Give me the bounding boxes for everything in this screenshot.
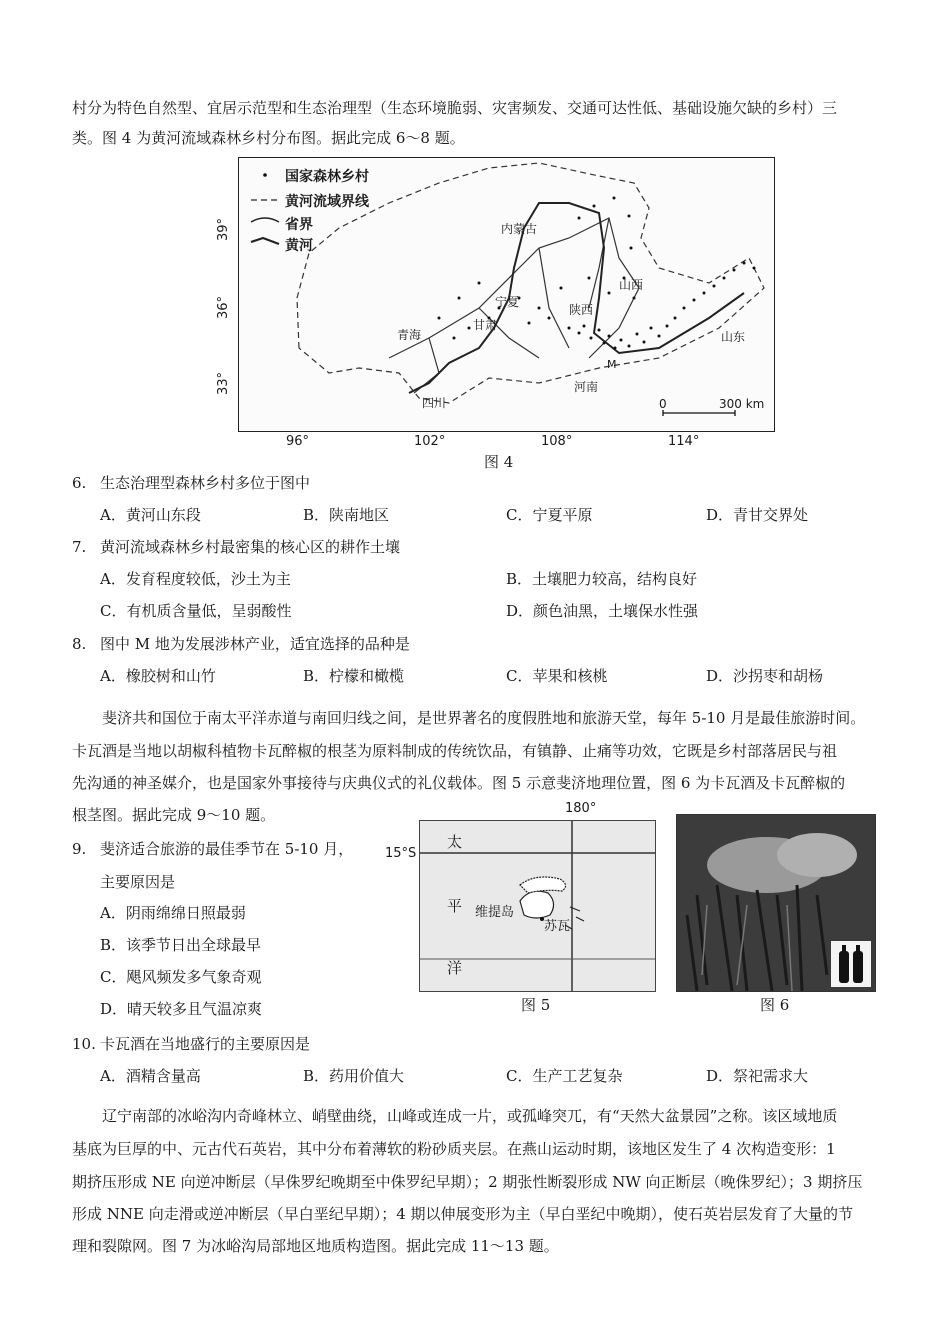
q6-option-a[interactable]: A．黄河山东段 [100, 506, 201, 524]
legend-label-river: 黄河 [285, 238, 313, 254]
legend-dot-icon [263, 173, 267, 177]
figure4-caption: 图 4 [484, 453, 514, 471]
passage3-line-4: 形成 NNE 向走滑或逆冲断层（早白垩纪早期）；4 期以伸展变形为主（早白垩纪中晚期），使石英岩层发育了大量的节 [72, 1205, 854, 1223]
intro-line-1: 村分为特色自然型、宜居示范型和生态治理型（生态环境脆弱、灾害频发、交通可达性低、基础设施欠缺的乡村）三 [72, 99, 838, 117]
q8-option-d[interactable]: D．沙拐枣和胡杨 [706, 667, 824, 685]
q8-option-c[interactable]: C．苹果和核桃 [506, 667, 608, 685]
passage2-line-1: 斐济共和国位于南太平洋赤道与南回归线之间，是世界著名的度假胜地和旅游天堂，每年 5-10 月是最佳旅游时间。 [102, 709, 866, 727]
passage3-line-3: 期挤压形成 NE 向逆冲断层（早侏罗纪晚期至中侏罗纪早期）；2 期张性断裂形成 NW 向正断层（晚侏罗纪）；3 期挤压 [72, 1173, 863, 1191]
q7-number: 7. [72, 538, 87, 556]
passage2-line-4: 根茎图。据此完成 9～10 题。 [72, 806, 276, 824]
suva-label: 苏瓦 [544, 919, 571, 934]
passage3-line-5: 理和裂隙网。图 7 为冰峪沟局部地区地质构造图。据此完成 11～13 题。 [72, 1237, 559, 1255]
q9-option-d[interactable]: D．晴天较多且气温凉爽 [100, 1000, 263, 1018]
q8-number: 8. [72, 635, 87, 653]
q10-option-b[interactable]: B．药用价值大 [303, 1067, 405, 1085]
kava-photo [676, 814, 876, 992]
yellow-river-map [238, 157, 775, 432]
q9-stem-1: 斐济适合旅游的最佳季节在 5-10 月， [100, 840, 354, 858]
q6-option-b[interactable]: B．陕南地区 [303, 506, 390, 524]
legend-label-village: 国家森林乡村 [285, 169, 369, 185]
q10-option-d[interactable]: D．祭祀需求大 [706, 1067, 809, 1085]
kava-bottle-icon [839, 951, 849, 983]
lat-label: 39° [216, 217, 232, 242]
region-label: 陕西 [569, 303, 594, 317]
lon-label: 102° [414, 434, 446, 449]
region-label: 宁夏 [495, 295, 520, 309]
lon-label: 108° [541, 434, 573, 449]
lat-label: 33° [216, 371, 232, 396]
q9-stem-2: 主要原因是 [100, 873, 176, 891]
q7-stem: 黄河流域森林乡村最密集的核心区的耕作土壤 [100, 538, 401, 556]
scale-zero-label: 0 [659, 397, 667, 411]
lon-label: 114° [668, 434, 700, 449]
q9-number: 9. [72, 840, 87, 858]
passage3-line-1: 辽宁南部的冰峪沟内奇峰林立、峭壁曲绕，山峰或连成一片，或孤峰突兀，有“天然大盆景园”之称。该区域地质 [102, 1107, 838, 1125]
q7-option-b[interactable]: B．土壤肥力较高，结构良好 [506, 570, 698, 588]
q6-option-c[interactable]: C．宁夏平原 [506, 506, 593, 524]
lon-label: 96° [286, 434, 310, 449]
q8-stem: 图中 M 地为发展涉林产业，适宜选择的品种是 [100, 635, 410, 653]
region-label: 山西 [619, 278, 644, 292]
region-label: 甘肃 [473, 318, 498, 332]
q8-option-a[interactable]: A．橡胶树和山竹 [100, 667, 216, 685]
kava-photo-drawing [677, 815, 875, 991]
point-m-label: M [607, 358, 617, 371]
q9-option-b[interactable]: B．该季节日出全球最早 [100, 936, 262, 954]
viti-levu-island [520, 891, 554, 918]
fiji-location-map [419, 820, 656, 992]
legend-label-province: 省界 [285, 217, 313, 233]
q6-option-d[interactable]: D．青甘交界处 [706, 506, 809, 524]
ocean-char: 平 [447, 897, 463, 915]
q9-option-a[interactable]: A．阴雨绵绵日照最弱 [100, 904, 246, 922]
passage2-line-2: 卡瓦酒是当地以胡椒科植物卡瓦醉椒的根茎为原料制成的传统饮品，有镇静、止痛等功效，它既是乡村部落居民与祖 [72, 742, 838, 760]
region-label: 内蒙古 [501, 222, 538, 236]
q10-stem: 卡瓦酒在当地盛行的主要原因是 [100, 1035, 311, 1053]
vanua-levu-island [520, 877, 566, 893]
region-label: 青海 [397, 328, 422, 342]
q6-number: 6. [72, 474, 87, 492]
legend-label-basin: 黄河流域界线 [285, 194, 369, 210]
ocean-char: 洋 [447, 959, 463, 977]
ocean-char: 太 [447, 833, 463, 851]
q8-option-b[interactable]: B．柠檬和橄榄 [303, 667, 405, 685]
q7-option-d[interactable]: D．颜色油黑，土壤保水性强 [506, 602, 699, 620]
intro-line-2: 类。图 4 为黄河流域森林乡村分布图。据此完成 6～8 题。 [72, 129, 465, 147]
q10-number: 10. [72, 1035, 96, 1053]
q10-option-c[interactable]: C．生产工艺复杂 [506, 1067, 623, 1085]
q9-option-c[interactable]: C．飓风频发多气象奇观 [100, 968, 262, 986]
region-label: 河南 [574, 380, 599, 394]
map-legend [251, 173, 279, 244]
q6-stem: 生态治理型森林乡村多位于图中 [100, 474, 311, 492]
legend-province-icon [251, 218, 279, 222]
q7-option-c[interactable]: C．有机质含量低，呈弱酸性 [100, 602, 292, 620]
lat-label: 36° [216, 295, 232, 320]
passage2-line-3: 先沟通的神圣媒介，也是国家外事接待与庆典仪式的礼仪载体。图 5 示意斐济地理位置，图 6 为卡瓦酒及卡瓦醉椒的 [72, 774, 846, 792]
region-label: 四川 [422, 396, 447, 410]
q10-option-a[interactable]: A．酒精含量高 [100, 1067, 201, 1085]
q7-option-a[interactable]: A．发育程度较低，沙土为主 [100, 570, 291, 588]
figure6-caption: 图 6 [760, 996, 790, 1014]
legend-river-icon [251, 238, 279, 244]
passage3-line-2: 基底为巨厚的中、元古代石英岩，其中分布着薄软的粉砂质夹层。在燕山运动时期，该地区发生了 4 次构造变形：1 [72, 1140, 836, 1158]
fig5-longitude-label: 180° [565, 801, 597, 816]
kava-bottle-icon [853, 951, 863, 983]
region-label: 山东 [721, 330, 746, 344]
figure5-caption: 图 5 [521, 996, 551, 1014]
viti-levu-label: 维提岛 [475, 905, 515, 920]
scale-distance-label: 300 km [719, 397, 765, 411]
fig5-latitude-label: 15°S [385, 846, 417, 861]
